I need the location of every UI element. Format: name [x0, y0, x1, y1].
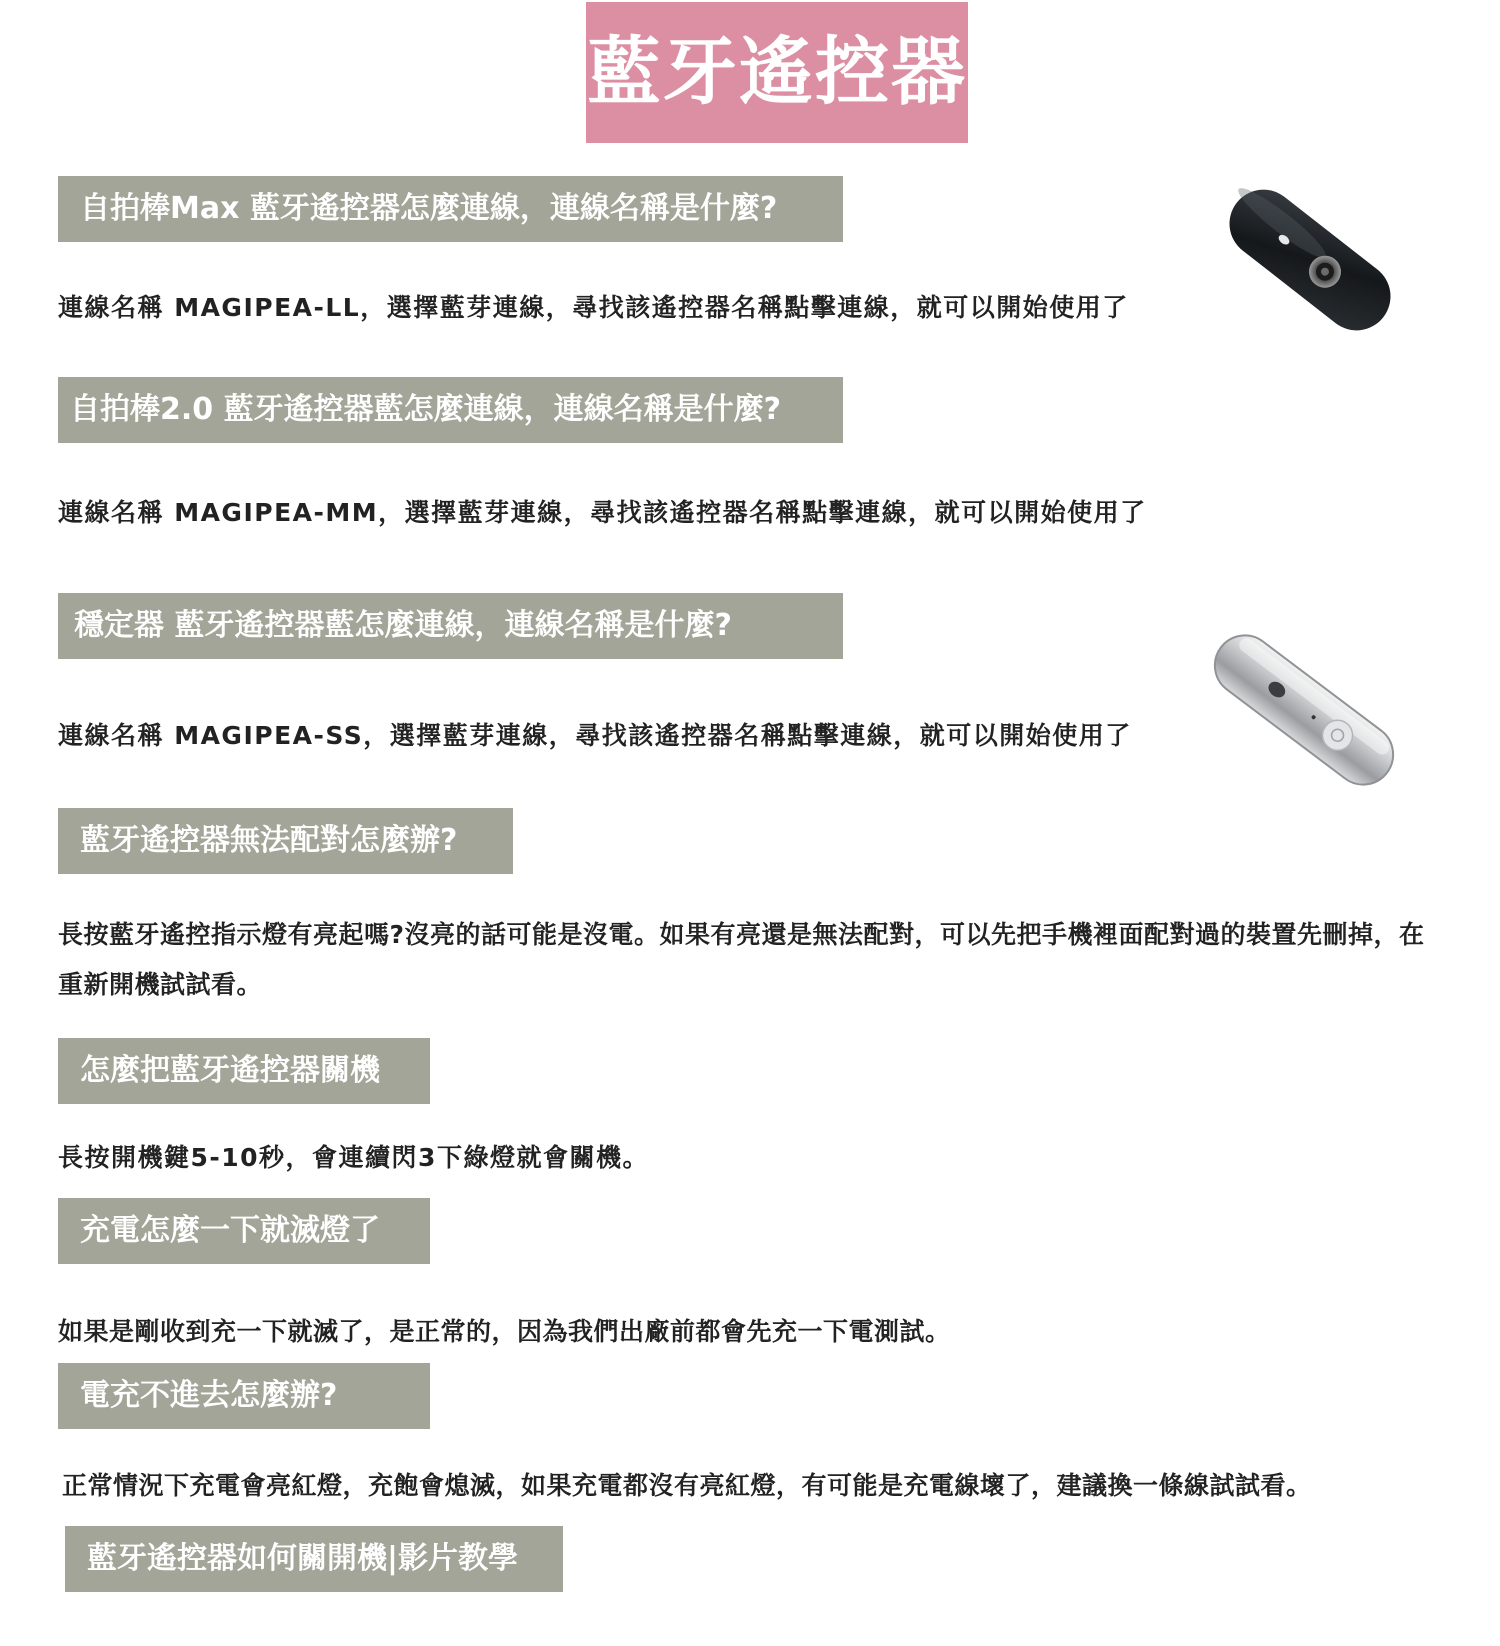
- faq-answer-not-charging: 正常情況下充電會亮紅燈，充飽會熄滅，如果充電都沒有亮紅燈，有可能是充電線壞了，建議換一條線試試看。: [62, 1471, 1312, 1500]
- faq-question-video-tutorial[interactable]: 藍牙遙控器如何關開機|影片教學: [65, 1526, 563, 1592]
- faq-answer-power-off: 長按開機鍵5-10秒，會連續閃3下綠燈就會關機。: [58, 1143, 649, 1172]
- faq-answer-charge-light: 如果是剛收到充一下就滅了，是正常的，因為我們出廠前都會先充一下電測試。: [58, 1317, 951, 1346]
- faq-answer-2-0: 連線名稱 MAGIPEA-MM，選擇藍芽連線，尋找該遙控器名稱點擊連線，就可以開始使用了: [58, 498, 1147, 527]
- faq-question-pairing: 藍牙遙控器無法配對怎麼辦?: [58, 808, 513, 874]
- faq-question-charge-light: 充電怎麼一下就滅燈了: [58, 1198, 430, 1264]
- faq-answer-stabilizer: 連線名稱 MAGIPEA-SS，選擇藍芽連線，尋找該遙控器名稱點擊連線，就可以開始使用了: [58, 721, 1132, 750]
- faq-question-2-0: 自拍棒2.0 藍牙遙控器藍怎麼連線，連線名稱是什麼?: [58, 377, 843, 443]
- faq-answer-max: 連線名稱 MAGIPEA-LL，選擇藍芽連線，尋找該遙控器名稱點擊連線，就可以開始使用了: [58, 293, 1129, 322]
- faq-answer-pairing: 長按藍牙遙控指示燈有亮起嗎?沒亮的話可能是沒電。如果有亮還是無法配對，可以先把手機裡面配對過的裝置先刪掉，在重新開機試試看。: [58, 920, 1425, 999]
- faq-question-power-off: 怎麼把藍牙遙控器關機: [58, 1038, 430, 1104]
- faq-question-not-charging: 電充不進去怎麼辦?: [58, 1363, 430, 1429]
- page-title: 藍牙遙控器: [586, 2, 968, 143]
- silver-remote-icon: [1212, 630, 1397, 790]
- faq-question-stabilizer: 穩定器 藍牙遙控器藍怎麼連線，連線名稱是什麼?: [58, 593, 843, 659]
- faq-question-max: 自拍棒Max 藍牙遙控器怎麼連線，連線名稱是什麼?: [58, 176, 843, 242]
- black-remote-icon: [1225, 180, 1395, 340]
